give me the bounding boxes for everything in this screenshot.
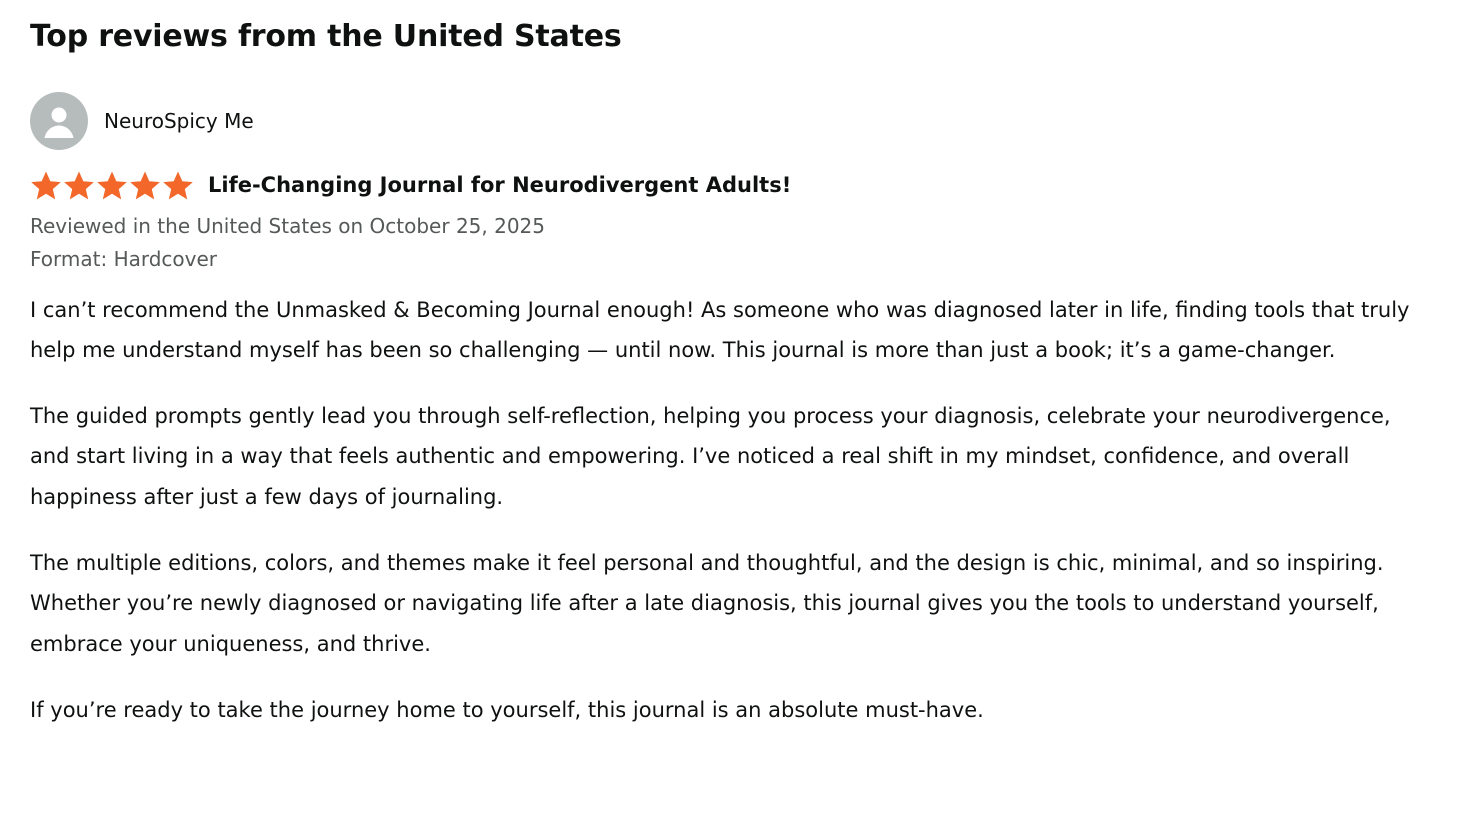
page-title: Top reviews from the United States [30,19,622,54]
star-icon [96,170,128,201]
review-paragraph: If you’re ready to take the journey home to yourself, this journal is an absolute must-have. [30,698,984,722]
user-avatar-icon [30,92,88,150]
star-icon [30,170,62,201]
review-paragraph: The guided prompts gently lead you through self-reflection, helping you process your diagnosis, celebrate your neurodivergence, and start living in a way that feels authentic and empowering. I’ve noticed a real shift in my mindset, confidence, and overall happiness after just a few days of journaling. [30,404,1391,509]
reviewer-name: NeuroSpicy Me [104,108,254,133]
review-title[interactable]: Life-Changing Journal for Neurodivergent Adults! [208,172,792,197]
star-rating[interactable] [30,170,194,201]
reviewer-profile[interactable] [30,92,1436,150]
star-icon [162,170,194,201]
review-format: Format: Hardcover [30,246,218,271]
rating-row [30,170,1436,201]
review-paragraph: I can’t recommend the Unmasked & Becoming Journal enough! As someone who was diagnosed later in life, finding tools that truly help me understand myself has been so challenging — until now. This journal is more than just a book; it’s a game-changer. [30,297,1410,362]
review-paragraph: The multiple editions, colors, and themes make it feel personal and thoughtful, and the design is chic, minimal, and so inspiring. Whether you’re newly diagnosed or navigating life after a late diagnosis, this journal gives you the tools to understand yourself, embrace your uniqueness, and thrive. [30,551,1384,656]
star-icon [63,170,95,201]
star-icon [129,170,161,201]
review-card [30,92,1436,731]
review-body [30,290,1420,731]
review-meta: Reviewed in the United States on October 25, 2025 [30,213,545,238]
